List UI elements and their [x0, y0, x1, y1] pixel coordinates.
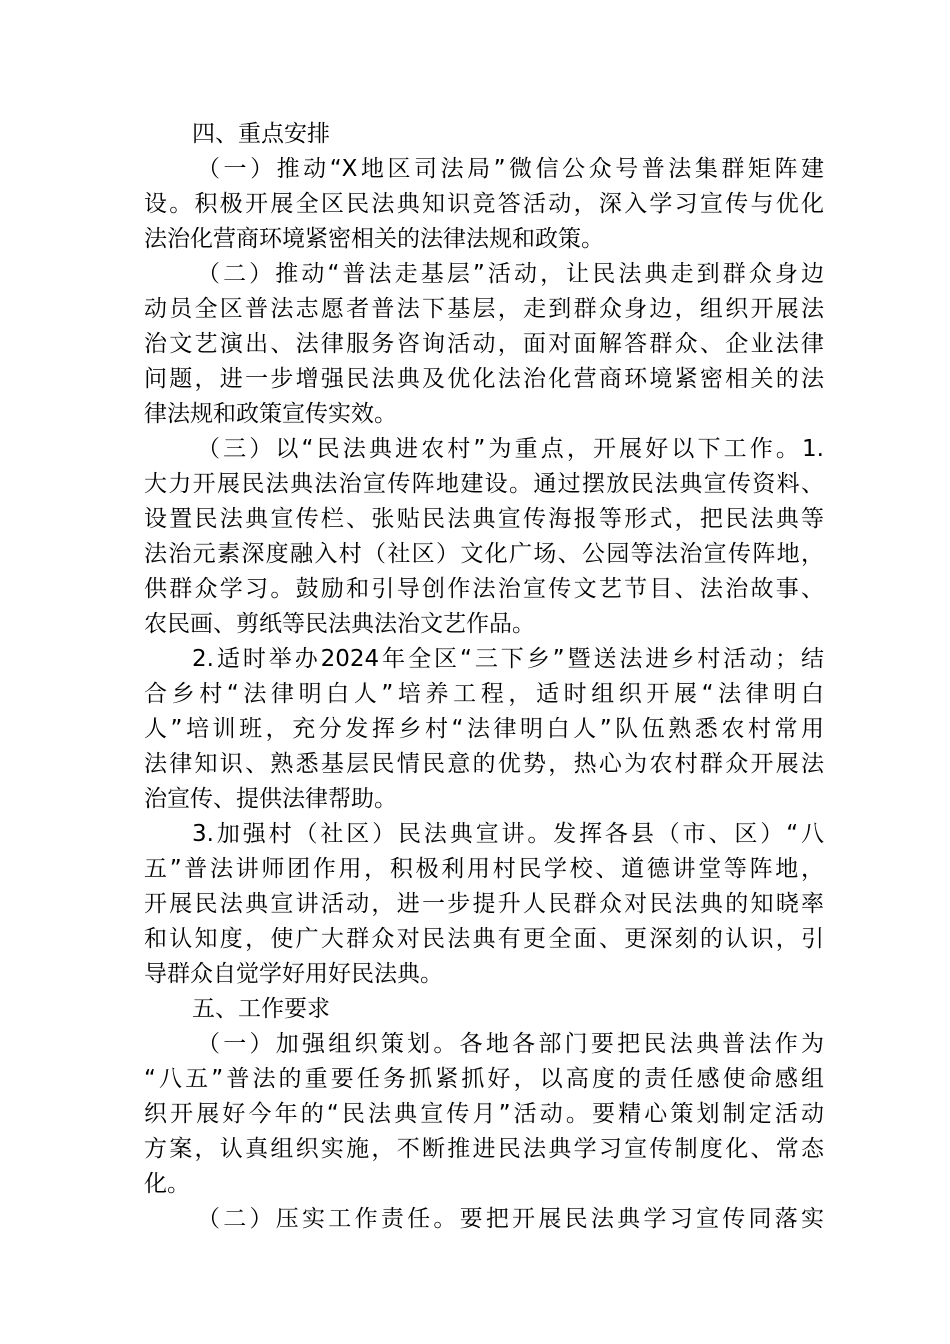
paragraph-line: （二）推动“普法走基层”活动，让民法典走到群众身边	[197, 261, 824, 287]
paragraph-line: 法律知识、熟悉基层民情民意的优势，热心为农村群众开展法	[144, 751, 824, 777]
paragraph-line: 织开展好今年的“民法典宣传月”活动。要精心策划制定活动	[144, 1101, 824, 1127]
paragraph-line: （三）以“民法典进农村”为重点，开展好以下工作。1.	[197, 436, 824, 462]
paragraph-line: 导群众自觉学好用好民法典。	[144, 961, 443, 987]
paragraph-line: 法治元素深度融入村（社区）文化广场、公园等法治宣传阵地，	[144, 541, 824, 567]
paragraph-line: 动员全区普法志愿者普法下基层，走到群众身边，组织开展法	[144, 296, 824, 322]
paragraph-line: （一）推动“X地区司法局”微信公众号普法集群矩阵建	[197, 156, 824, 182]
paragraph-line: （一）加强组织策划。各地各部门要把民法典普法作为	[197, 1031, 824, 1057]
paragraph-line: 合乡村“法律明白人”培养工程，适时组织开展“法律明白	[144, 681, 824, 707]
paragraph-line: 法治化营商环境紧密相关的法律法规和政策。	[144, 226, 604, 252]
paragraph-line: “八五”普法的重要任务抓紧抓好，以高度的责任感使命感组	[144, 1066, 824, 1092]
paragraph-line: 2.适时举办2024年全区“三下乡”暨送法进乡村活动；结	[192, 646, 824, 672]
paragraph-line: 开展民法典宣讲活动，进一步提升人民群众对民法典的知晓率	[144, 891, 824, 917]
paragraph-line: 设。积极开展全区民法典知识竞答活动，深入学习宣传与优化	[144, 191, 824, 217]
section-heading-4: 四、重点安排	[192, 121, 330, 147]
paragraph-line: 五”普法讲师团作用，积极利用村民学校、道德讲堂等阵地，	[144, 856, 824, 882]
paragraph-line: 和认知度，使广大群众对民法典有更全面、更深刻的认识，引	[144, 926, 824, 952]
paragraph-line: 化。	[144, 1171, 190, 1197]
paragraph-line: 供群众学习。鼓励和引导创作法治宣传文艺节目、法治故事、	[144, 576, 824, 602]
paragraph-line: 大力开展民法典法治宣传阵地建设。通过摆放民法典宣传资料、	[144, 471, 824, 497]
section-heading-5: 五、工作要求	[192, 996, 330, 1022]
paragraph-line: 律法规和政策宣传实效。	[144, 401, 397, 427]
paragraph-line: 3.加强村（社区）民法典宣讲。发挥各县（市、区）“八	[192, 821, 824, 847]
paragraph-line: （二）压实工作责任。要把开展民法典学习宣传同落实	[197, 1206, 824, 1232]
paragraph-line: 人”培训班，充分发挥乡村“法律明白人”队伍熟悉农村常用	[144, 716, 824, 742]
paragraph-line: 治宣传、提供法律帮助。	[144, 786, 397, 812]
paragraph-line: 设置民法典宣传栏、张贴民法典宣传海报等形式，把民法典等	[144, 506, 824, 532]
paragraph-line: 治文艺演出、法律服务咨询活动，面对面解答群众、企业法律	[144, 331, 824, 357]
paragraph-line: 方案，认真组织实施，不断推进民法典学习宣传制度化、常态	[144, 1136, 824, 1162]
paragraph-line: 问题，进一步增强民法典及优化法治化营商环境紧密相关的法	[144, 366, 824, 392]
paragraph-line: 农民画、剪纸等民法典法治文艺作品。	[144, 611, 535, 637]
